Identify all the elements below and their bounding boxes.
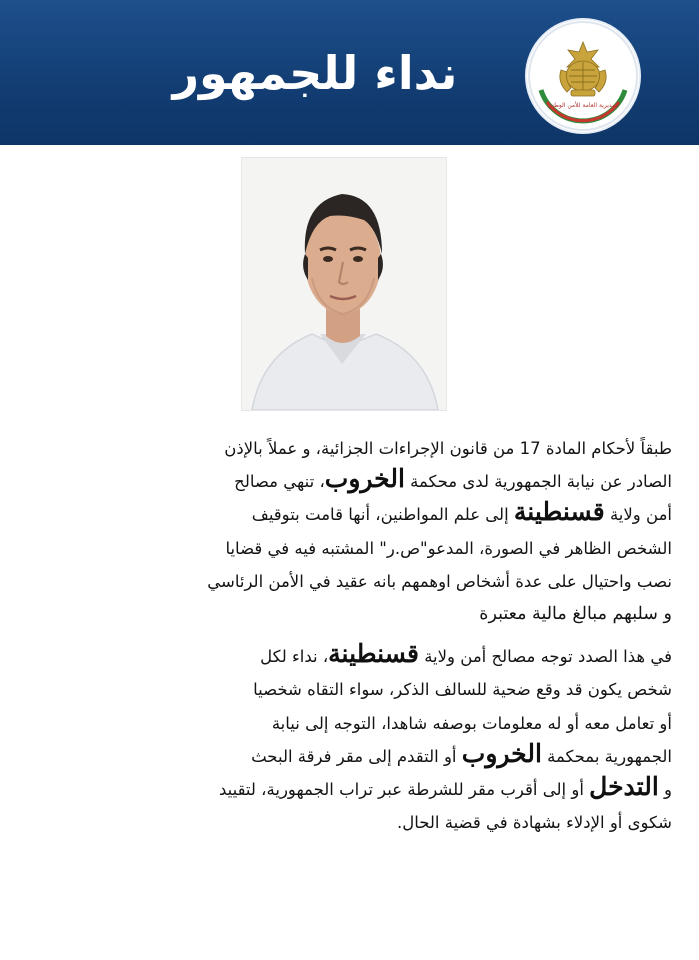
text-segment: أو إلى أقرب مقر للشرطة عبر تراب الجمهورية، لتقييد (218, 779, 590, 799)
court-name-kharroub: الخروب (324, 465, 405, 494)
notice-line (22, 498, 672, 531)
text-segment: أو التقدم إلى مقر فرقة البحث (251, 746, 462, 766)
court-name-kharroub: الخروب (461, 739, 542, 768)
notice-line: شخص يكون قد وقع ضحية للسالف الذكر، سواء التقاه شخصيا (253, 680, 672, 700)
notice-paragraph-2 (22, 640, 672, 839)
notice-line: أو تعامل معه أو له معلومات بوصفه شاهدا، التوجه إلى نيابة (271, 713, 672, 733)
notice-line (22, 640, 672, 673)
text-segment: ، تنهي مصالح (234, 472, 325, 492)
text-segment: و (658, 779, 672, 799)
logo-caption: المديرية العامة للأمن الوطني (547, 102, 619, 109)
police-emblem-logo (527, 20, 639, 132)
notice-line: طبقاً لأحكام المادة 17 من قانون الإجراءات الجزائية، و عملاً بالإذن (224, 439, 672, 458)
page-title: نداء للجمهور (172, 46, 458, 100)
header-banner (0, 0, 699, 145)
text-segment: الجمهورية بمحكمة (541, 746, 672, 766)
province-name-constantine: قسنطينة (513, 498, 605, 527)
notice-line: الشخص الظاهر في الصورة، المدعو"ص.ر" المشتبه فيه في قضايا (225, 538, 672, 558)
text-segment: الصادر عن نيابة الجمهورية لدى محكمة (404, 472, 672, 492)
notice-line: و سلبهم مبالغ مالية معتبرة (479, 603, 672, 624)
notice-line (22, 465, 672, 498)
text-segment: أمن ولاية (604, 505, 672, 525)
notice-paragraph-1 (22, 432, 672, 631)
notice-line: شكوى أو الإدلاء بشهادة في قضية الحال. (396, 813, 672, 833)
notice-line (22, 773, 672, 806)
text-segment: في هذا الصدد توجه مصالح أمن ولاية (418, 647, 672, 667)
notice-line: نصب واحتيال على عدة أشخاص اوهمهم بانه عقيد في الأمن الرئاسي (207, 571, 672, 591)
text-segment: ، نداء لكل (260, 647, 329, 667)
intervention-word: التدخل (589, 772, 659, 801)
suspect-photo (242, 158, 446, 410)
notice-line (22, 740, 672, 773)
notice-text (22, 432, 672, 839)
text-segment: إلى علم المواطنين، أنها قامت بتوقيف (251, 505, 514, 525)
province-name-constantine: قسنطينة (328, 640, 419, 669)
